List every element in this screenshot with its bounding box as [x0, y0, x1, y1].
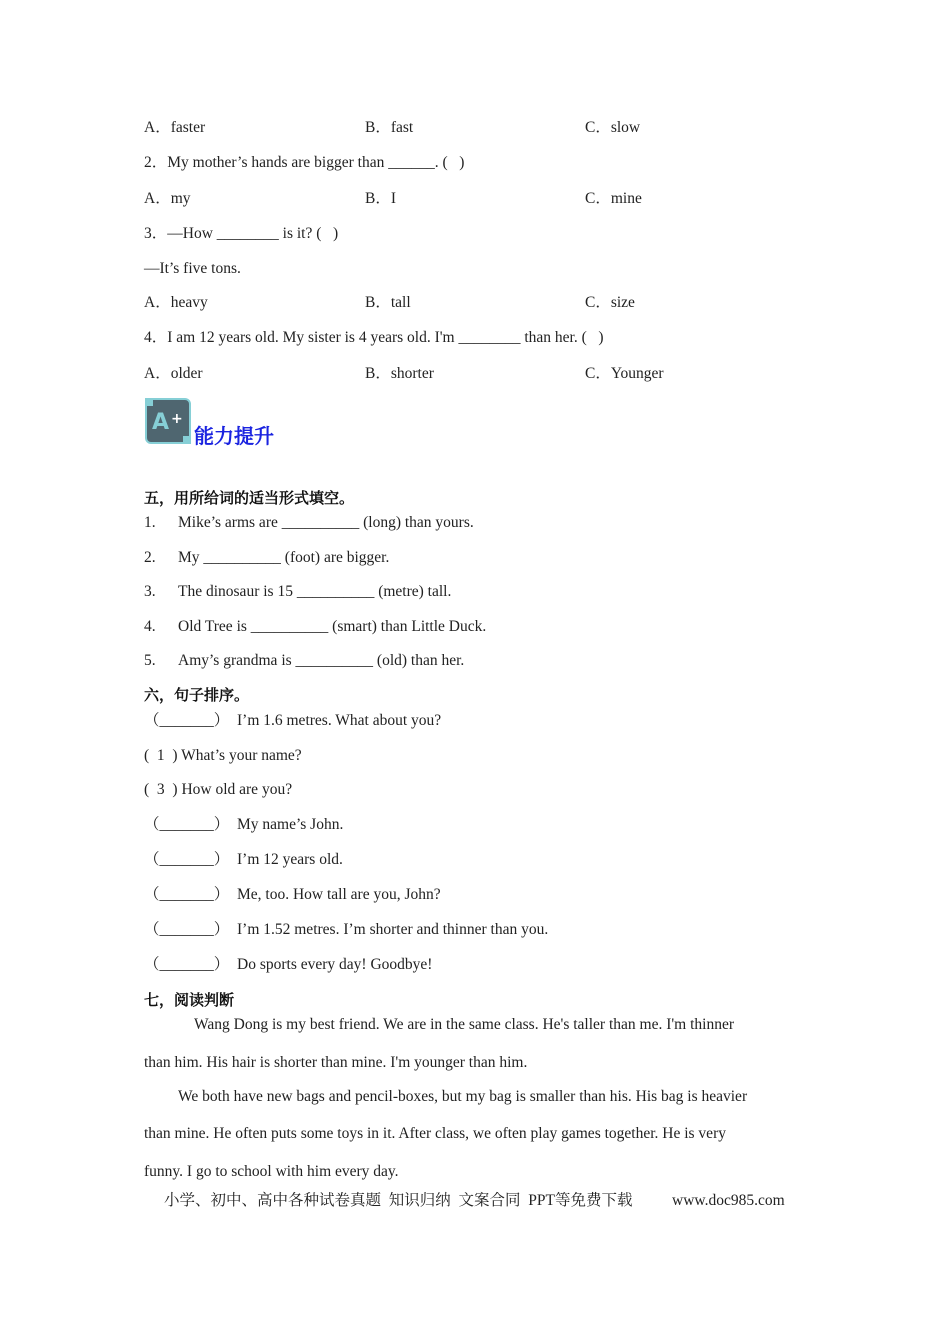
svg-text:A: A [152, 410, 170, 435]
question-3-answer: —It’s five tons. [144, 260, 241, 277]
order-item: （_______） I’m 1.52 metres. I’m shorter and thinner than you. [144, 921, 549, 938]
option-b: B．shorter [365, 365, 434, 382]
fill-item: Old Tree is __________ (smart) than Little Duck. [178, 618, 487, 635]
item-number: 3. [144, 583, 156, 600]
option-c: C．mine [585, 190, 642, 207]
passage-line: We both have new bags and pencil-boxes, but my bag is smaller than his. His bag is heavier [178, 1088, 748, 1105]
order-item: （_______） I’m 1.6 metres. What about you? [144, 712, 442, 729]
option-a: A．faster [144, 119, 206, 136]
question-3: 3．—How ________ is it? ( ) [144, 225, 339, 242]
passage-line: funny. I go to school with him every day. [144, 1163, 399, 1180]
fill-item: Amy’s grandma is __________ (old) than her. [178, 652, 465, 669]
section-banner-title: 能力提升 [194, 424, 274, 448]
order-item: （_______） I’m 12 years old. [144, 851, 343, 868]
passage-line: than him. His hair is shorter than mine. I'm younger than him. [144, 1054, 528, 1071]
fill-item: Mike’s arms are __________ (long) than yours. [178, 514, 474, 531]
option-b: B．I [365, 190, 397, 207]
option-a: A．heavy [144, 294, 208, 311]
section-6-title: 六，句子排序。 [144, 686, 250, 704]
option-b: B．fast [365, 119, 414, 136]
section-5-title: 五，用所给词的适当形式填空。 [144, 489, 355, 507]
order-item: ( 1 ) What’s your name? [144, 747, 302, 764]
section-7-title: 七，阅读判断 [144, 991, 235, 1009]
option-c: C．slow [585, 119, 641, 136]
option-a: A．older [144, 365, 203, 382]
option-c: C．Younger [585, 365, 664, 382]
footer-text: 小学、初中、高中各种试卷真题 知识归纳 文案合同 PPT等免费下载 [164, 1192, 633, 1209]
passage-line: Wang Dong is my best friend. We are in the same class. He's taller than me. I'm thinner [194, 1016, 734, 1033]
item-number: 5. [144, 652, 156, 669]
option-a: A．my [144, 190, 191, 207]
order-item: （_______） Me, too. How tall are you, John? [144, 886, 441, 903]
item-number: 1. [144, 514, 156, 531]
order-item: （_______） Do sports every day! Goodbye! [144, 956, 433, 973]
item-number: 4. [144, 618, 156, 635]
order-item: ( 3 ) How old are you? [144, 781, 293, 798]
fill-item: The dinosaur is 15 __________ (metre) tall. [178, 583, 452, 600]
option-c: C．size [585, 294, 635, 311]
order-item: （_______） My name’s John. [144, 816, 344, 833]
question-4: 4．I am 12 years old. My sister is 4 years old. I'm ________ than her. ( ) [144, 329, 604, 346]
question-2: 2．My mother’s hands are bigger than ______. ( ) [144, 154, 465, 171]
footer-url[interactable]: www.doc985.com [672, 1192, 785, 1209]
item-number: 2. [144, 549, 156, 566]
fill-item: My __________ (foot) are bigger. [178, 549, 390, 566]
a-plus-badge-icon [145, 398, 191, 444]
svg-text:+: + [171, 411, 183, 427]
passage-line: than mine. He often puts some toys in it. After class, we often play games together. He is very [144, 1125, 726, 1142]
option-b: B．tall [365, 294, 411, 311]
